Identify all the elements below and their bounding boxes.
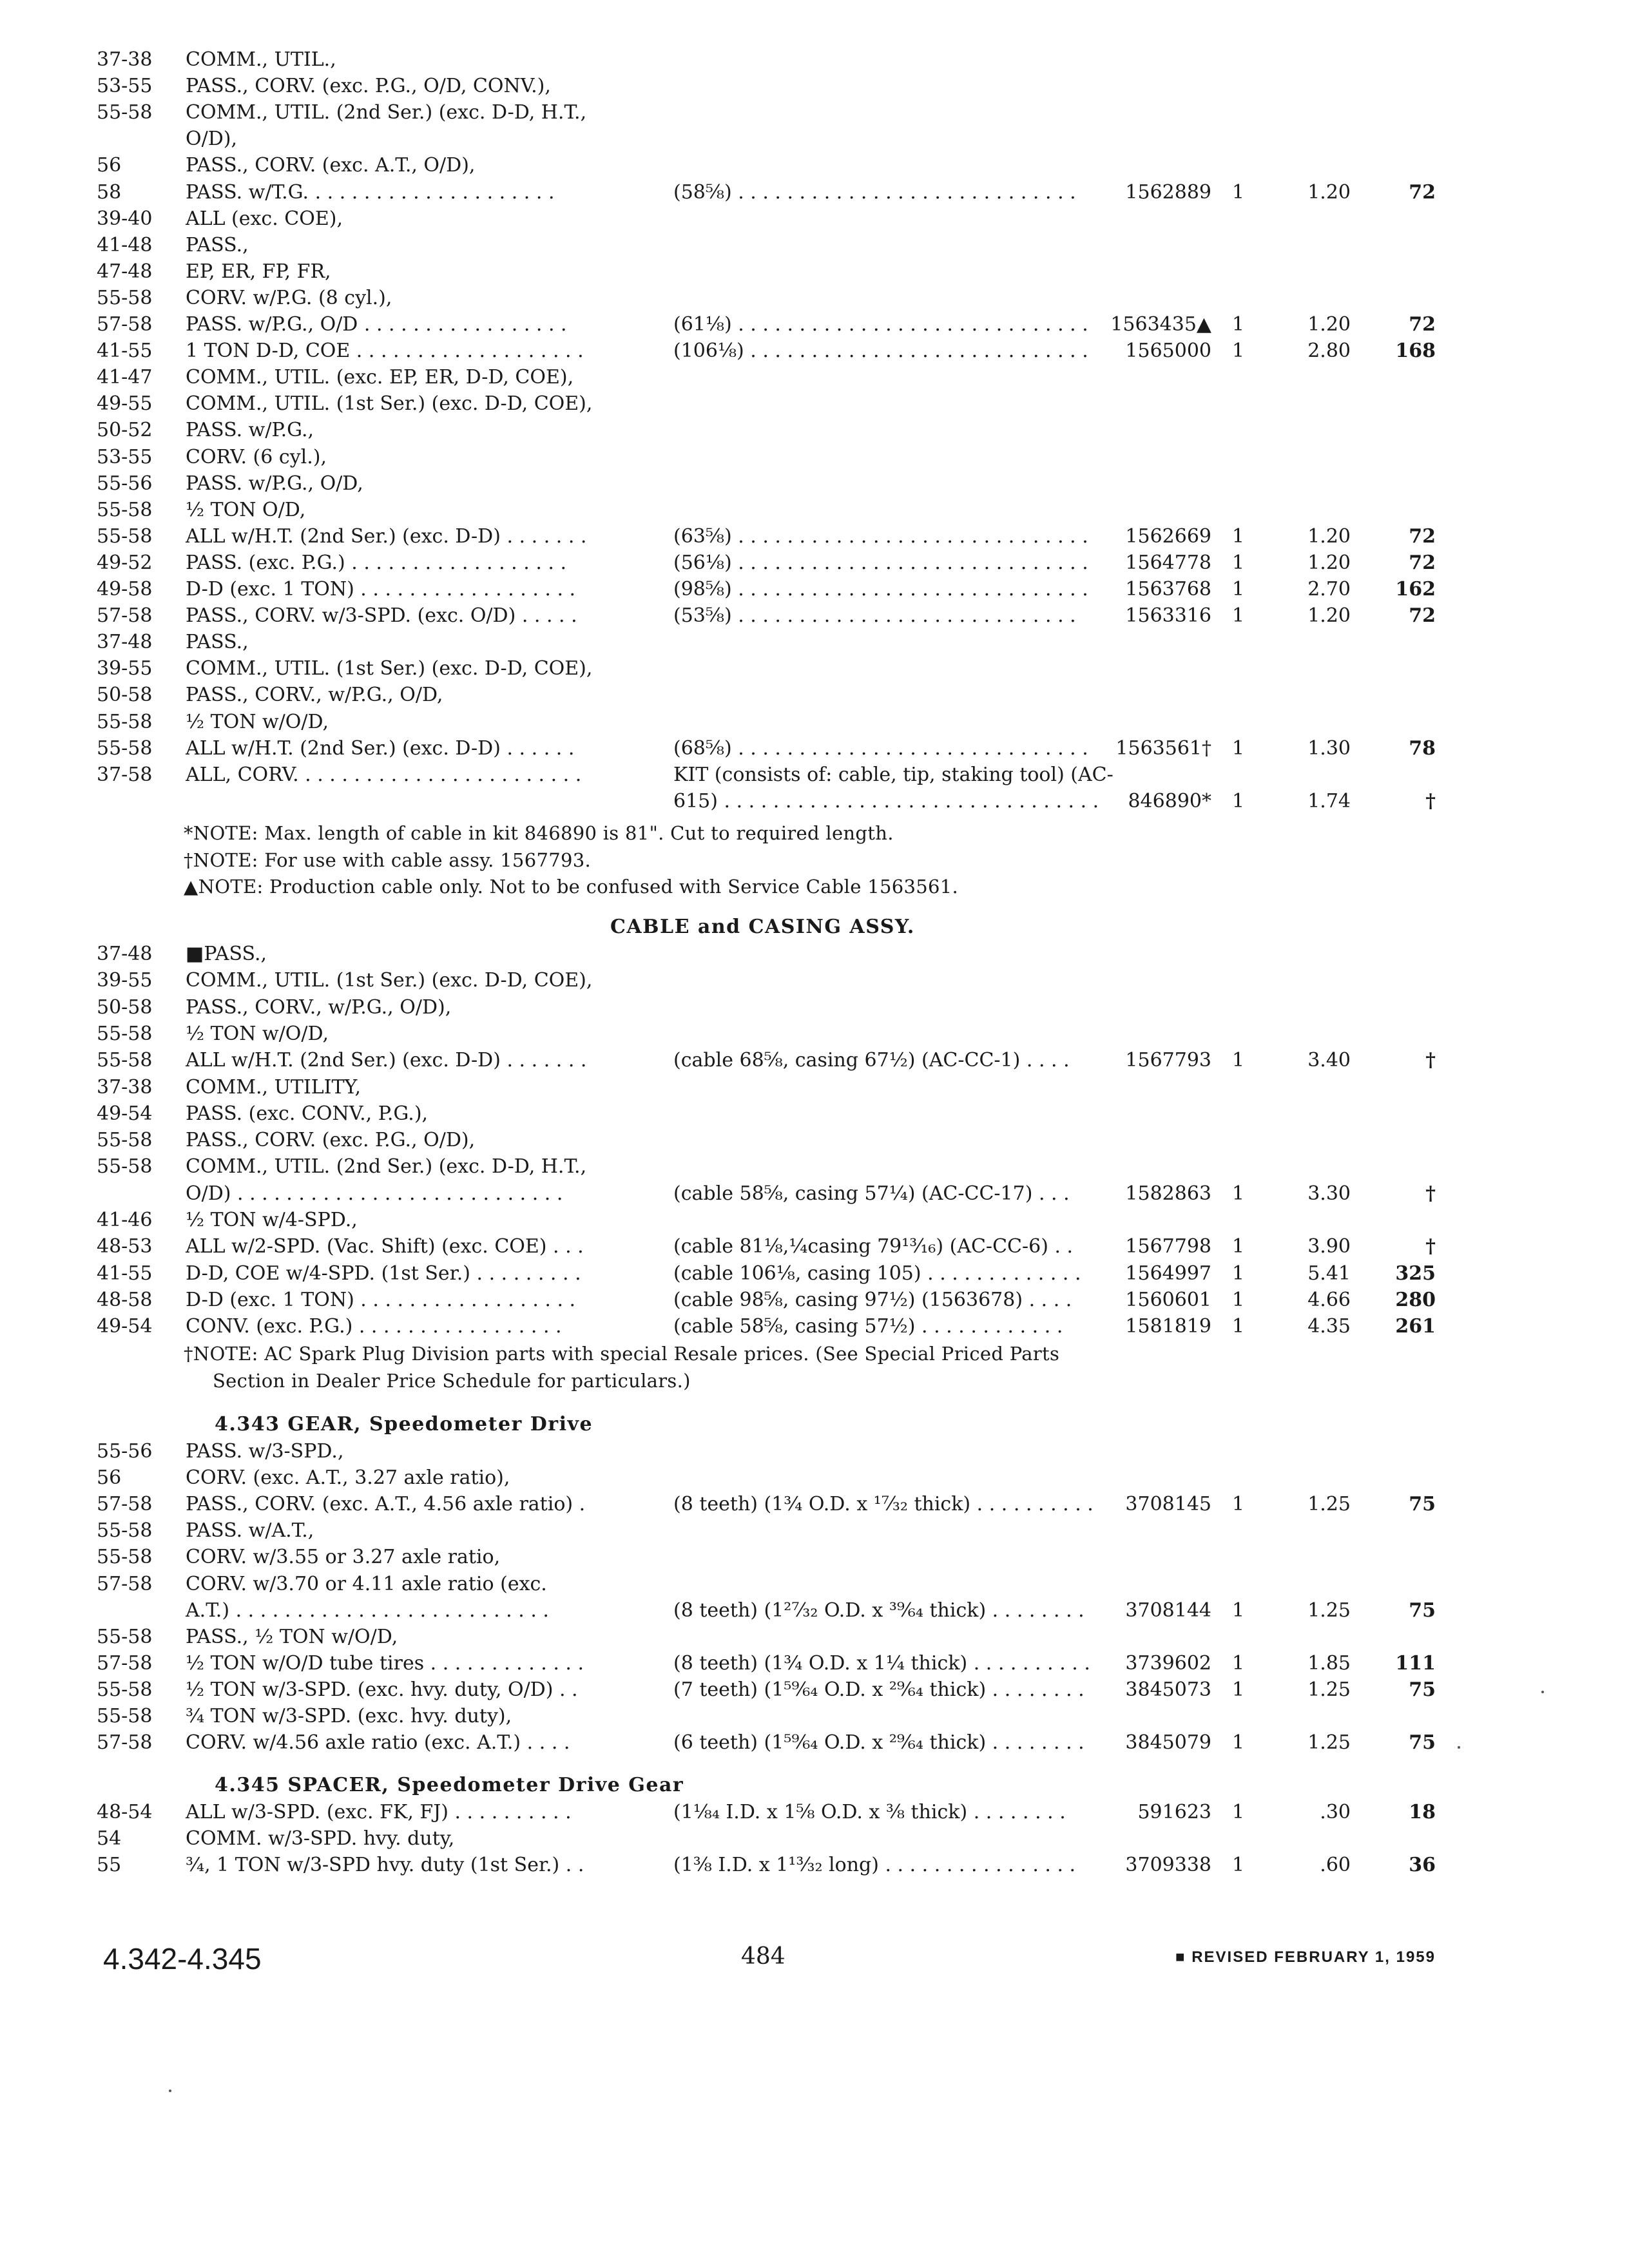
- cell-part: 591623: [1137, 1801, 1211, 1823]
- cell-qty: 1: [1232, 1182, 1245, 1205]
- cell-qty: 1: [1232, 1315, 1245, 1338]
- cell-part: 1564778: [1125, 551, 1211, 574]
- cell-part: 3709338: [1125, 1854, 1211, 1877]
- cell-part: 3739602: [1125, 1651, 1211, 1675]
- cell-desc: ALL w/H.T. (2nd Ser.) (exc. D-D) . . . . . . .: [186, 524, 587, 548]
- cell-price: 1.20: [1307, 551, 1351, 574]
- cell-qty: 1: [1232, 1678, 1245, 1701]
- catalog-row: [0, 788, 1629, 814]
- scan-speck: [1541, 1691, 1544, 1693]
- catalog-row: [0, 1233, 1629, 1260]
- cell-list: 162: [1395, 578, 1436, 601]
- cell-part: 1581819: [1125, 1315, 1211, 1338]
- cell-years: 58: [97, 180, 122, 204]
- cell-price: 1.20: [1307, 180, 1351, 204]
- cell-desc: CONV. (exc. P.G.) . . . . . . . . . . . . . . . . .: [186, 1315, 562, 1338]
- catalog-row: [0, 1650, 1629, 1677]
- cell-years: 37-38: [97, 1075, 153, 1099]
- cell-qty: 1: [1232, 1651, 1245, 1675]
- cell-years: 55-58: [97, 1546, 153, 1569]
- cell-part: 3708145: [1125, 1493, 1211, 1516]
- cell-qty: 1: [1232, 1262, 1245, 1285]
- cell-desc: PASS. w/3-SPD.,: [186, 1440, 344, 1463]
- cell-ref: (8 teeth) (1¾ O.D. x 1¼ thick) . . . . . . . . . .: [673, 1651, 1090, 1675]
- cell-years: 55-58: [97, 736, 153, 760]
- cell-desc: ½ TON w/3-SPD. (exc. hvy. duty, O/D) . .: [186, 1678, 578, 1701]
- cell-desc: A.T.) . . . . . . . . . . . . . . . . . . . . . . . . . .: [186, 1599, 549, 1622]
- cell-years: 55: [97, 1854, 122, 1877]
- cell-price: 1.30: [1307, 736, 1351, 760]
- cell-years: 57-58: [97, 1572, 153, 1595]
- cell-years: 37-58: [97, 763, 153, 786]
- cell-price: 2.70: [1307, 578, 1351, 601]
- catalog-row: [0, 232, 1629, 258]
- catalog-row: [0, 311, 1629, 338]
- cell-desc: PASS. w/P.G., O/D . . . . . . . . . . . . . . . . .: [186, 313, 567, 336]
- cell-part: 1562889: [1125, 180, 1211, 204]
- catalog-row: [0, 285, 1629, 311]
- cell-qty: 1: [1232, 1288, 1245, 1311]
- cell-list: 75: [1409, 1678, 1436, 1701]
- catalog-row: [0, 364, 1629, 390]
- cell-qty: 1: [1232, 1854, 1245, 1877]
- cell-qty: 1: [1232, 551, 1245, 574]
- catalog-row: [0, 550, 1629, 576]
- cell-part: 1567793: [1125, 1049, 1211, 1072]
- catalog-row: [0, 1624, 1629, 1650]
- cell-desc: CORV. w/P.G. (8 cyl.),: [186, 286, 392, 309]
- note-line: †NOTE: For use with cable assy. 1567793.: [184, 849, 591, 871]
- cell-price: 3.90: [1307, 1235, 1351, 1258]
- cell-price: 1.25: [1307, 1493, 1351, 1516]
- cell-years: 49-54: [97, 1102, 153, 1125]
- cell-desc: PASS. (exc. CONV., P.G.),: [186, 1102, 429, 1125]
- cell-list: 280: [1395, 1288, 1436, 1311]
- catalog-row: [0, 206, 1629, 232]
- cell-years: 55-58: [97, 524, 153, 548]
- cell-years: 50-58: [97, 684, 153, 707]
- cell-ref: (56⅛) . . . . . . . . . . . . . . . . . . . . . . . . . . . . .: [673, 551, 1088, 574]
- catalog-row: [0, 444, 1629, 470]
- catalog-row: [0, 1703, 1629, 1729]
- cell-part: 1563435▲: [1110, 313, 1211, 336]
- scan-speck: [1458, 1746, 1460, 1749]
- cell-years: 48-53: [97, 1235, 153, 1258]
- cell-qty: 1: [1232, 1599, 1245, 1622]
- catalog-row: [0, 126, 1629, 152]
- cell-qty: 1: [1232, 578, 1245, 601]
- cell-years: 56: [97, 1466, 122, 1490]
- cell-desc: O/D),: [186, 128, 237, 151]
- cell-part: 3845079: [1125, 1731, 1211, 1754]
- cell-price: 1.20: [1307, 313, 1351, 336]
- cell-list: 75: [1409, 1493, 1436, 1516]
- cell-list: 75: [1409, 1599, 1436, 1622]
- cell-part: 1565000: [1125, 340, 1211, 363]
- cell-desc: PASS. w/P.G., O/D,: [186, 472, 363, 495]
- cell-years: 57-58: [97, 1493, 153, 1516]
- cell-desc: COMM., UTIL. (exc. EP, ER, D-D, COE),: [186, 366, 574, 389]
- note-line: †NOTE: AC Spark Plug Division parts with special Resale prices. (See Special Priced Parts: [184, 1343, 1060, 1365]
- cell-desc: COMM. w/3-SPD. hvy. duty,: [186, 1827, 455, 1850]
- cell-ref: (8 teeth) (1²⁷⁄₃₂ O.D. x ³⁹⁄₆₄ thick) . . . . . . . .: [673, 1599, 1084, 1622]
- cell-price: 4.35: [1307, 1315, 1351, 1338]
- cell-years: 55-56: [97, 1440, 153, 1463]
- cell-desc: ½ TON w/O/D,: [186, 1022, 329, 1045]
- catalog-row: [0, 1260, 1629, 1287]
- cell-desc: PASS., CORV., w/P.G., O/D),: [186, 995, 452, 1019]
- cell-desc: ALL, CORV. . . . . . . . . . . . . . . . . . . . . . . .: [186, 763, 582, 786]
- cell-part: 1582863: [1125, 1182, 1211, 1205]
- catalog-row: [0, 1825, 1629, 1852]
- cell-part: 1560601: [1125, 1288, 1211, 1311]
- cell-ref: (1⅛₄ I.D. x 1⅝ O.D. x ⅜ thick) . . . . . . . .: [673, 1801, 1066, 1823]
- note-line: *NOTE: Max. length of cable in kit 846890 is 81". Cut to required length.: [184, 822, 894, 844]
- cell-price: 1.25: [1307, 1599, 1351, 1622]
- cell-years: 39-55: [97, 969, 153, 992]
- cell-list: 72: [1409, 551, 1436, 574]
- cell-desc: ALL w/3-SPD. (exc. FK, FJ) . . . . . . . . . .: [186, 1801, 572, 1823]
- cell-years: 49-55: [97, 392, 153, 416]
- cell-years: 50-52: [97, 419, 153, 442]
- catalog-row: [0, 602, 1629, 629]
- cell-years: 37-38: [97, 48, 153, 71]
- cell-part: 1562669: [1125, 524, 1211, 548]
- gear-speedometer-drive-heading: 4.343 GEAR, Speedometer Drive: [215, 1413, 593, 1436]
- cell-price: .30: [1320, 1801, 1351, 1823]
- note-line: ▲NOTE: Production cable only. Not to be confused with Service Cable 1563561.: [184, 876, 958, 898]
- cell-price: .60: [1320, 1854, 1351, 1877]
- cell-ref: (cable 106⅛, casing 105) . . . . . . . . . . . . .: [673, 1262, 1081, 1285]
- revision-date: ■ REVISED FEBRUARY 1, 1959: [1175, 1948, 1436, 1966]
- cell-desc: ½ TON O/D,: [186, 498, 306, 521]
- cell-price: 5.41: [1307, 1262, 1351, 1285]
- cell-part: 1563316: [1125, 604, 1211, 628]
- cell-desc: ¾ TON w/3-SPD. (exc. hvy. duty),: [186, 1705, 512, 1727]
- cell-price: 4.66: [1307, 1288, 1351, 1311]
- cell-ref: (106⅛) . . . . . . . . . . . . . . . . . . . . . . . . . . . .: [673, 340, 1088, 363]
- cell-qty: 1: [1232, 313, 1245, 336]
- cell-desc: CORV. w/3.70 or 4.11 axle ratio (exc.: [186, 1572, 547, 1595]
- catalog-row: [0, 709, 1629, 735]
- cell-years: 53-55: [97, 75, 153, 98]
- cell-years: 55-58: [97, 1022, 153, 1045]
- page-number: 484: [741, 1943, 786, 1970]
- cell-ref: KIT (consists of: cable, tip, staking tool) (AC-: [673, 763, 1113, 786]
- catalog-row: [0, 99, 1629, 126]
- cell-desc: PASS., CORV. (exc. P.G., O/D, CONV.),: [186, 75, 551, 98]
- cell-desc: PASS. w/P.G.,: [186, 419, 314, 442]
- cell-years: 55-58: [97, 1129, 153, 1152]
- cell-desc: PASS., CORV. (exc. A.T., O/D),: [186, 154, 476, 177]
- cell-ref: (8 teeth) (1¾ O.D. x ¹⁷⁄₃₂ thick) . . . . . . . . . .: [673, 1493, 1094, 1516]
- cell-desc: COMM., UTIL.,: [186, 48, 336, 71]
- cell-price: 1.20: [1307, 524, 1351, 548]
- catalog-row: [0, 1729, 1629, 1756]
- cell-desc: CORV. w/4.56 axle ratio (exc. A.T.) . . . .: [186, 1731, 570, 1754]
- catalog-row: [0, 390, 1629, 417]
- cell-qty: 1: [1232, 180, 1245, 204]
- cell-qty: 1: [1232, 1731, 1245, 1754]
- cell-years: 54: [97, 1827, 122, 1850]
- cell-years: 41-55: [97, 1262, 153, 1285]
- cell-desc: PASS. (exc. P.G.) . . . . . . . . . . . . . . . . . .: [186, 551, 567, 574]
- cell-ref: (58⅝) . . . . . . . . . . . . . . . . . . . . . . . . . . . .: [673, 180, 1076, 204]
- cell-list: 36: [1409, 1854, 1436, 1877]
- catalog-row: [0, 576, 1629, 602]
- cell-ref: (98⅝) . . . . . . . . . . . . . . . . . . . . . . . . . . . . .: [673, 578, 1088, 601]
- catalog-row: [0, 1438, 1629, 1465]
- cell-years: 57-58: [97, 1731, 153, 1754]
- cell-years: 56: [97, 154, 122, 177]
- catalog-row: [0, 1100, 1629, 1127]
- cell-qty: 1: [1232, 1235, 1245, 1258]
- cell-list: 72: [1409, 604, 1436, 628]
- cell-list: 72: [1409, 524, 1436, 548]
- catalog-row: [0, 1465, 1629, 1491]
- catalog-row: [0, 1799, 1629, 1825]
- cell-desc: PASS., CORV. (exc. P.G., O/D),: [186, 1129, 476, 1152]
- cell-qty: 1: [1232, 604, 1245, 628]
- scan-speck: [169, 2090, 171, 2092]
- cell-years: 55-58: [97, 101, 153, 124]
- cell-desc: PASS. w/A.T.,: [186, 1519, 314, 1542]
- catalog-row: [0, 629, 1629, 655]
- cell-desc: ALL w/H.T. (2nd Ser.) (exc. D-D) . . . . . . .: [186, 1049, 587, 1072]
- cell-desc: ■PASS.,: [186, 943, 267, 965]
- cell-qty: 1: [1232, 340, 1245, 363]
- cell-years: 39-40: [97, 207, 153, 230]
- cell-desc: 1 TON D-D, COE . . . . . . . . . . . . . . . . . . .: [186, 340, 584, 363]
- cell-ref: (63⅝) . . . . . . . . . . . . . . . . . . . . . . . . . . . . .: [673, 524, 1088, 548]
- catalog-row: [0, 1313, 1629, 1340]
- cell-list: †: [1425, 1182, 1436, 1205]
- catalog-row: [0, 941, 1629, 967]
- catalog-row: [0, 179, 1629, 206]
- cell-years: 49-58: [97, 578, 153, 601]
- cell-ref: (1⅜ I.D. x 1¹³⁄₃₂ long) . . . . . . . . . . . . . . . .: [673, 1854, 1076, 1877]
- cell-desc: D-D, COE w/4-SPD. (1st Ser.) . . . . . . . . .: [186, 1262, 581, 1285]
- cell-ref: (cable 58⅝, casing 57¼) (AC-CC-17) . . .: [673, 1182, 1070, 1205]
- cable-casing-heading: CABLE and CASING ASSY.: [610, 916, 915, 938]
- cell-ref: (53⅝) . . . . . . . . . . . . . . . . . . . . . . . . . . . .: [673, 604, 1076, 628]
- cell-list: 75: [1409, 1731, 1436, 1754]
- cell-desc: PASS., CORV. w/3-SPD. (exc. O/D) . . . . .: [186, 604, 577, 628]
- cell-desc: COMM., UTIL. (1st Ser.) (exc. D-D, COE),: [186, 657, 593, 680]
- cell-part: 1567798: [1125, 1235, 1211, 1258]
- cell-qty: 1: [1232, 524, 1245, 548]
- cell-years: 55-58: [97, 1155, 153, 1178]
- cell-years: 57-58: [97, 1651, 153, 1675]
- catalog-row: [0, 1074, 1629, 1100]
- catalog-row: [0, 338, 1629, 364]
- cell-desc: EP, ER, FP, FR,: [186, 260, 331, 283]
- cell-desc: COMM., UTILITY,: [186, 1075, 361, 1099]
- cell-desc: PASS., CORV. (exc. A.T., 4.56 axle ratio) .: [186, 1493, 586, 1516]
- cell-qty: 1: [1232, 736, 1245, 760]
- cell-desc: D-D (exc. 1 TON) . . . . . . . . . . . . . . . . . .: [186, 1288, 576, 1311]
- cell-years: 39-55: [97, 657, 153, 680]
- cell-ref: (61⅛) . . . . . . . . . . . . . . . . . . . . . . . . . . . . .: [673, 313, 1088, 336]
- cell-price: 1.85: [1307, 1651, 1351, 1675]
- cell-price: 1.20: [1307, 604, 1351, 628]
- cell-desc: COMM., UTIL. (1st Ser.) (exc. D-D, COE),: [186, 392, 593, 416]
- catalog-row: [0, 1207, 1629, 1233]
- catalog-row: [0, 762, 1629, 788]
- catalog-row: [0, 994, 1629, 1021]
- catalog-row: [0, 73, 1629, 99]
- catalog-row: [0, 1287, 1629, 1313]
- cell-years: 55-58: [97, 1678, 153, 1701]
- cell-desc: COMM., UTIL. (1st Ser.) (exc. D-D, COE),: [186, 969, 593, 992]
- cell-years: 55-56: [97, 472, 153, 495]
- cell-part: 1564997: [1125, 1262, 1211, 1285]
- cell-qty: 1: [1232, 789, 1245, 812]
- cell-desc: PASS. w/T.G. . . . . . . . . . . . . . . . . . . . .: [186, 180, 555, 204]
- catalog-row: [0, 1021, 1629, 1047]
- cell-desc: CORV. w/3.55 or 3.27 axle ratio,: [186, 1546, 501, 1569]
- cell-years: 48-58: [97, 1288, 153, 1311]
- cell-list: 261: [1395, 1315, 1436, 1338]
- catalog-row: [0, 735, 1629, 762]
- cell-part: 846890*: [1128, 789, 1211, 812]
- cell-years: 48-54: [97, 1801, 153, 1823]
- catalog-row: [0, 682, 1629, 708]
- cell-desc: PASS.,: [186, 233, 249, 256]
- cell-list: 168: [1395, 340, 1436, 363]
- cell-price: 3.30: [1307, 1182, 1351, 1205]
- cell-years: 41-55: [97, 340, 153, 363]
- catalog-row: [0, 1517, 1629, 1544]
- cell-years: 47-48: [97, 260, 153, 283]
- cell-years: 55-58: [97, 1625, 153, 1648]
- cell-years: 41-46: [97, 1209, 153, 1231]
- cell-part: 3708144: [1125, 1599, 1211, 1622]
- cell-desc: COMM., UTIL. (2nd Ser.) (exc. D-D, H.T.,: [186, 1155, 587, 1178]
- cell-price: 1.25: [1307, 1678, 1351, 1701]
- catalog-row: [0, 1544, 1629, 1570]
- catalog-row: [0, 152, 1629, 178]
- catalog-row: [0, 1597, 1629, 1624]
- catalog-row: [0, 1491, 1629, 1517]
- cell-desc: PASS., ½ TON w/O/D,: [186, 1625, 398, 1648]
- catalog-row: [0, 1180, 1629, 1207]
- cell-ref: (cable 58⅝, casing 57½) . . . . . . . . . . . .: [673, 1315, 1063, 1338]
- note-line: Section in Dealer Price Schedule for particulars.): [213, 1369, 691, 1392]
- cell-ref: (7 teeth) (1⁵⁹⁄₆₄ O.D. x ²⁹⁄₆₄ thick) . . . . . . . .: [673, 1678, 1084, 1701]
- cell-ref: (6 teeth) (1⁵⁹⁄₆₄ O.D. x ²⁹⁄₆₄ thick) . . . . . . . .: [673, 1731, 1084, 1754]
- cell-years: 55-58: [97, 1049, 153, 1072]
- catalog-row: [0, 1047, 1629, 1073]
- cell-desc: ½ TON w/O/D tube tires . . . . . . . . . . . . .: [186, 1651, 584, 1675]
- cell-list: 78: [1409, 736, 1436, 760]
- cell-years: 50-58: [97, 995, 153, 1019]
- cell-ref: (cable 98⅝, casing 97½) (1563678) . . . .: [673, 1288, 1072, 1311]
- catalog-row: [0, 1677, 1629, 1703]
- cell-years: 55-58: [97, 1519, 153, 1542]
- catalog-row: [0, 1852, 1629, 1878]
- catalog-row: [0, 417, 1629, 443]
- cell-ref: (68⅝) . . . . . . . . . . . . . . . . . . . . . . . . . . . . .: [673, 736, 1088, 760]
- cell-list: 72: [1409, 180, 1436, 204]
- cell-years: 55-58: [97, 1705, 153, 1727]
- section-code: 4.342-4.345: [103, 1942, 262, 1975]
- cell-list: 325: [1395, 1262, 1436, 1285]
- cell-part: 3845073: [1125, 1678, 1211, 1701]
- cell-desc: ALL w/2-SPD. (Vac. Shift) (exc. COE) . . .: [186, 1235, 584, 1258]
- cell-list: 111: [1395, 1651, 1436, 1675]
- catalog-row: [0, 46, 1629, 73]
- cell-qty: 1: [1232, 1049, 1245, 1072]
- cell-price: 1.25: [1307, 1731, 1351, 1754]
- cell-list: †: [1425, 789, 1436, 812]
- cell-price: 2.80: [1307, 340, 1351, 363]
- cell-desc: ALL w/H.T. (2nd Ser.) (exc. D-D) . . . . . .: [186, 736, 575, 760]
- cell-list: †: [1425, 1049, 1436, 1072]
- catalog-row: [0, 1127, 1629, 1153]
- cell-desc: O/D) . . . . . . . . . . . . . . . . . . . . . . . . . . .: [186, 1182, 563, 1205]
- cell-years: 37-48: [97, 631, 153, 654]
- cell-qty: 1: [1232, 1493, 1245, 1516]
- cell-years: 55-58: [97, 498, 153, 521]
- cell-desc: PASS., CORV., w/P.G., O/D,: [186, 684, 443, 707]
- cell-list: 72: [1409, 313, 1436, 336]
- cell-years: 49-54: [97, 1315, 153, 1338]
- cell-years: 55-58: [97, 286, 153, 309]
- cell-ref: 615) . . . . . . . . . . . . . . . . . . . . . . . . . . . . . . .: [673, 789, 1099, 812]
- cell-list: †: [1425, 1235, 1436, 1258]
- cell-years: 57-58: [97, 313, 153, 336]
- cell-years: 57-58: [97, 604, 153, 628]
- cell-part: 1563768: [1125, 578, 1211, 601]
- catalog-row: [0, 1153, 1629, 1180]
- cell-desc: CORV. (6 cyl.),: [186, 445, 327, 468]
- cell-list: 18: [1409, 1801, 1436, 1823]
- cell-desc: ½ TON w/4-SPD.,: [186, 1209, 358, 1231]
- cell-price: 3.40: [1307, 1049, 1351, 1072]
- cell-ref: (cable 81⅛,¼casing 79¹³⁄₁₆) (AC-CC-6) . .: [673, 1235, 1074, 1258]
- cell-desc: ¾, 1 TON w/3-SPD hvy. duty (1st Ser.) . .: [186, 1854, 584, 1877]
- cell-part: 1563561†: [1115, 736, 1211, 760]
- cell-desc: D-D (exc. 1 TON) . . . . . . . . . . . . . . . . . .: [186, 578, 576, 601]
- cell-desc: ALL (exc. COE),: [186, 207, 343, 230]
- cell-years: 55-58: [97, 710, 153, 733]
- catalog-row: [0, 523, 1629, 550]
- cell-desc: COMM., UTIL. (2nd Ser.) (exc. D-D, H.T.,: [186, 101, 587, 124]
- cell-price: 1.74: [1307, 789, 1351, 812]
- cell-desc: CORV. (exc. A.T., 3.27 axle ratio),: [186, 1466, 510, 1490]
- cell-years: 53-55: [97, 445, 153, 468]
- catalog-row: [0, 1571, 1629, 1597]
- catalog-row: [0, 258, 1629, 285]
- cell-years: 49-52: [97, 551, 153, 574]
- cell-years: 41-47: [97, 366, 153, 389]
- cell-ref: (cable 68⅝, casing 67½) (AC-CC-1) . . . .: [673, 1049, 1070, 1072]
- spacer-speedometer-heading: 4.345 SPACER, Speedometer Drive Gear: [215, 1774, 684, 1796]
- catalog-row: [0, 967, 1629, 994]
- cell-years: 37-48: [97, 943, 153, 965]
- cell-qty: 1: [1232, 1801, 1245, 1823]
- catalog-row: [0, 655, 1629, 682]
- catalog-row: [0, 470, 1629, 497]
- catalog-row: [0, 497, 1629, 523]
- cell-desc: PASS.,: [186, 631, 249, 654]
- cell-years: 41-48: [97, 233, 153, 256]
- cell-desc: ½ TON w/O/D,: [186, 710, 329, 733]
